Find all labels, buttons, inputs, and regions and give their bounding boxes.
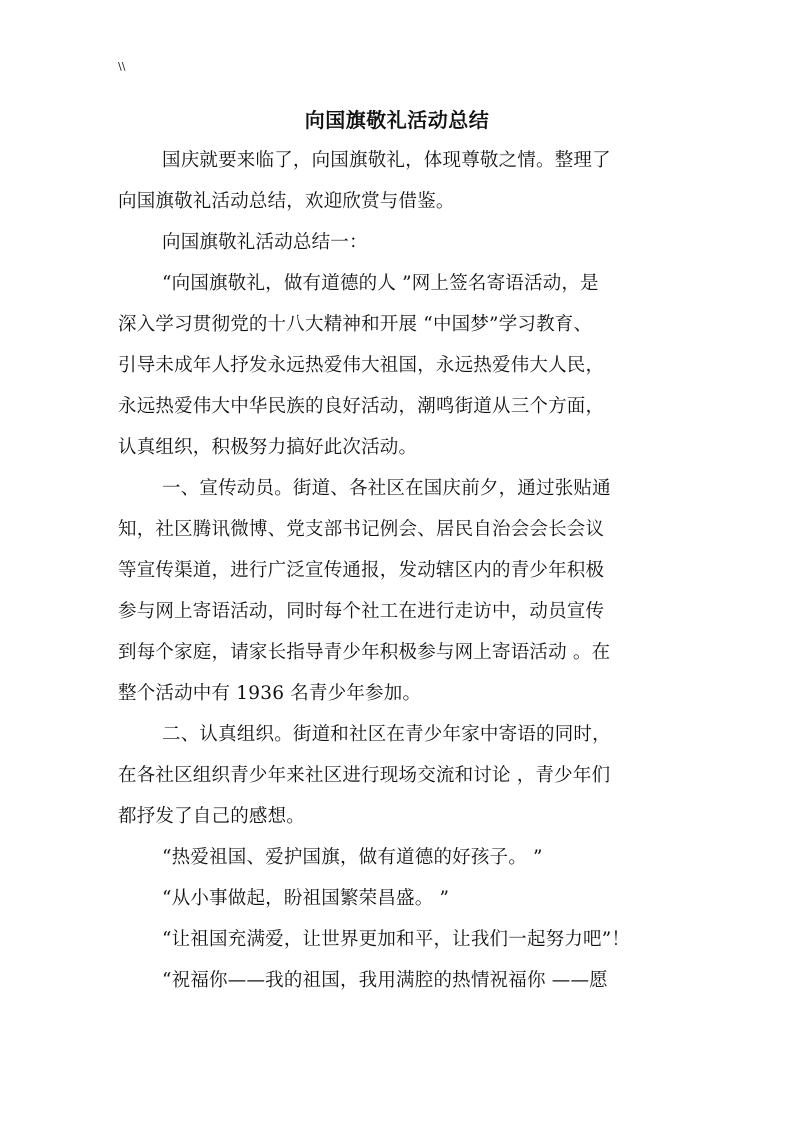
paragraph-line: 向国旗敬礼活动总结，欢迎欣赏与借鉴。	[118, 191, 455, 212]
paragraph-line: 认真组织，积极努力搞好此次活动。	[118, 437, 418, 458]
document-title: 向国旗敬礼活动总结	[304, 108, 490, 132]
paragraph-line: 深入学习贯彻党的十八大精神和开展 “中国梦”学习教育、	[118, 314, 593, 335]
paragraph-line: 一、宣传动员。街道、各社区在国庆前夕，通过张贴通	[162, 478, 611, 499]
paragraph-line: 等宣传渠道，进行广泛宣传通报，发动辖区内的青少年积极	[118, 560, 605, 581]
paragraph-line: “向国旗敬礼，做有道德的人 ”网上签名寄语活动，是	[162, 273, 599, 294]
paragraph-line: 永远热爱伟大中华民族的良好活动，潮鸣街道从三个方面，	[118, 396, 605, 417]
paragraph-line: 在各社区组织青少年来社区进行现场交流和讨论 ，青少年们	[118, 765, 611, 786]
paragraph-line: 引导未成年人抒发永远热爱伟大祖国，永远热爱伟大人民，	[118, 355, 605, 376]
quote-line: “热爱祖国、爱护国旗，做有道德的好孩子。 ”	[162, 847, 543, 868]
paragraph-line: 到每个家庭，请家长指导青少年积极参与网上寄语活动 。在	[118, 642, 611, 663]
quote-line: “祝福你——我的祖国，我用满腔的热情祝福你 ——愿	[162, 970, 608, 991]
quote-line: “从小事做起，盼祖国繁荣昌盛。 ”	[162, 888, 450, 909]
paragraph-line: 整个活动中有 1936 名青少年参加。	[118, 683, 422, 704]
quote-line: “让祖国充满爱，让世界更加和平，让我们一起努力吧”！	[162, 929, 631, 950]
document-body	[118, 140, 678, 1001]
paragraph-line: 参与网上寄语活动，同时每个社工在进行走访中，动员宣传	[118, 601, 605, 622]
paragraph-line: 知，社区腾讯微博、党支部书记例会、居民自治会会长会议	[118, 519, 605, 540]
paragraph-line: 都抒发了自己的感想。	[118, 806, 306, 827]
paragraph-line: 二、认真组织。街道和社区在青少年家中寄语的同时，	[162, 724, 611, 745]
paragraph-line: 国庆就要来临了，向国旗敬礼，体现尊敬之情。整理了	[162, 150, 611, 171]
page-marker: \\	[118, 60, 126, 73]
paragraph-line: 向国旗敬礼活动总结一：	[162, 232, 368, 253]
